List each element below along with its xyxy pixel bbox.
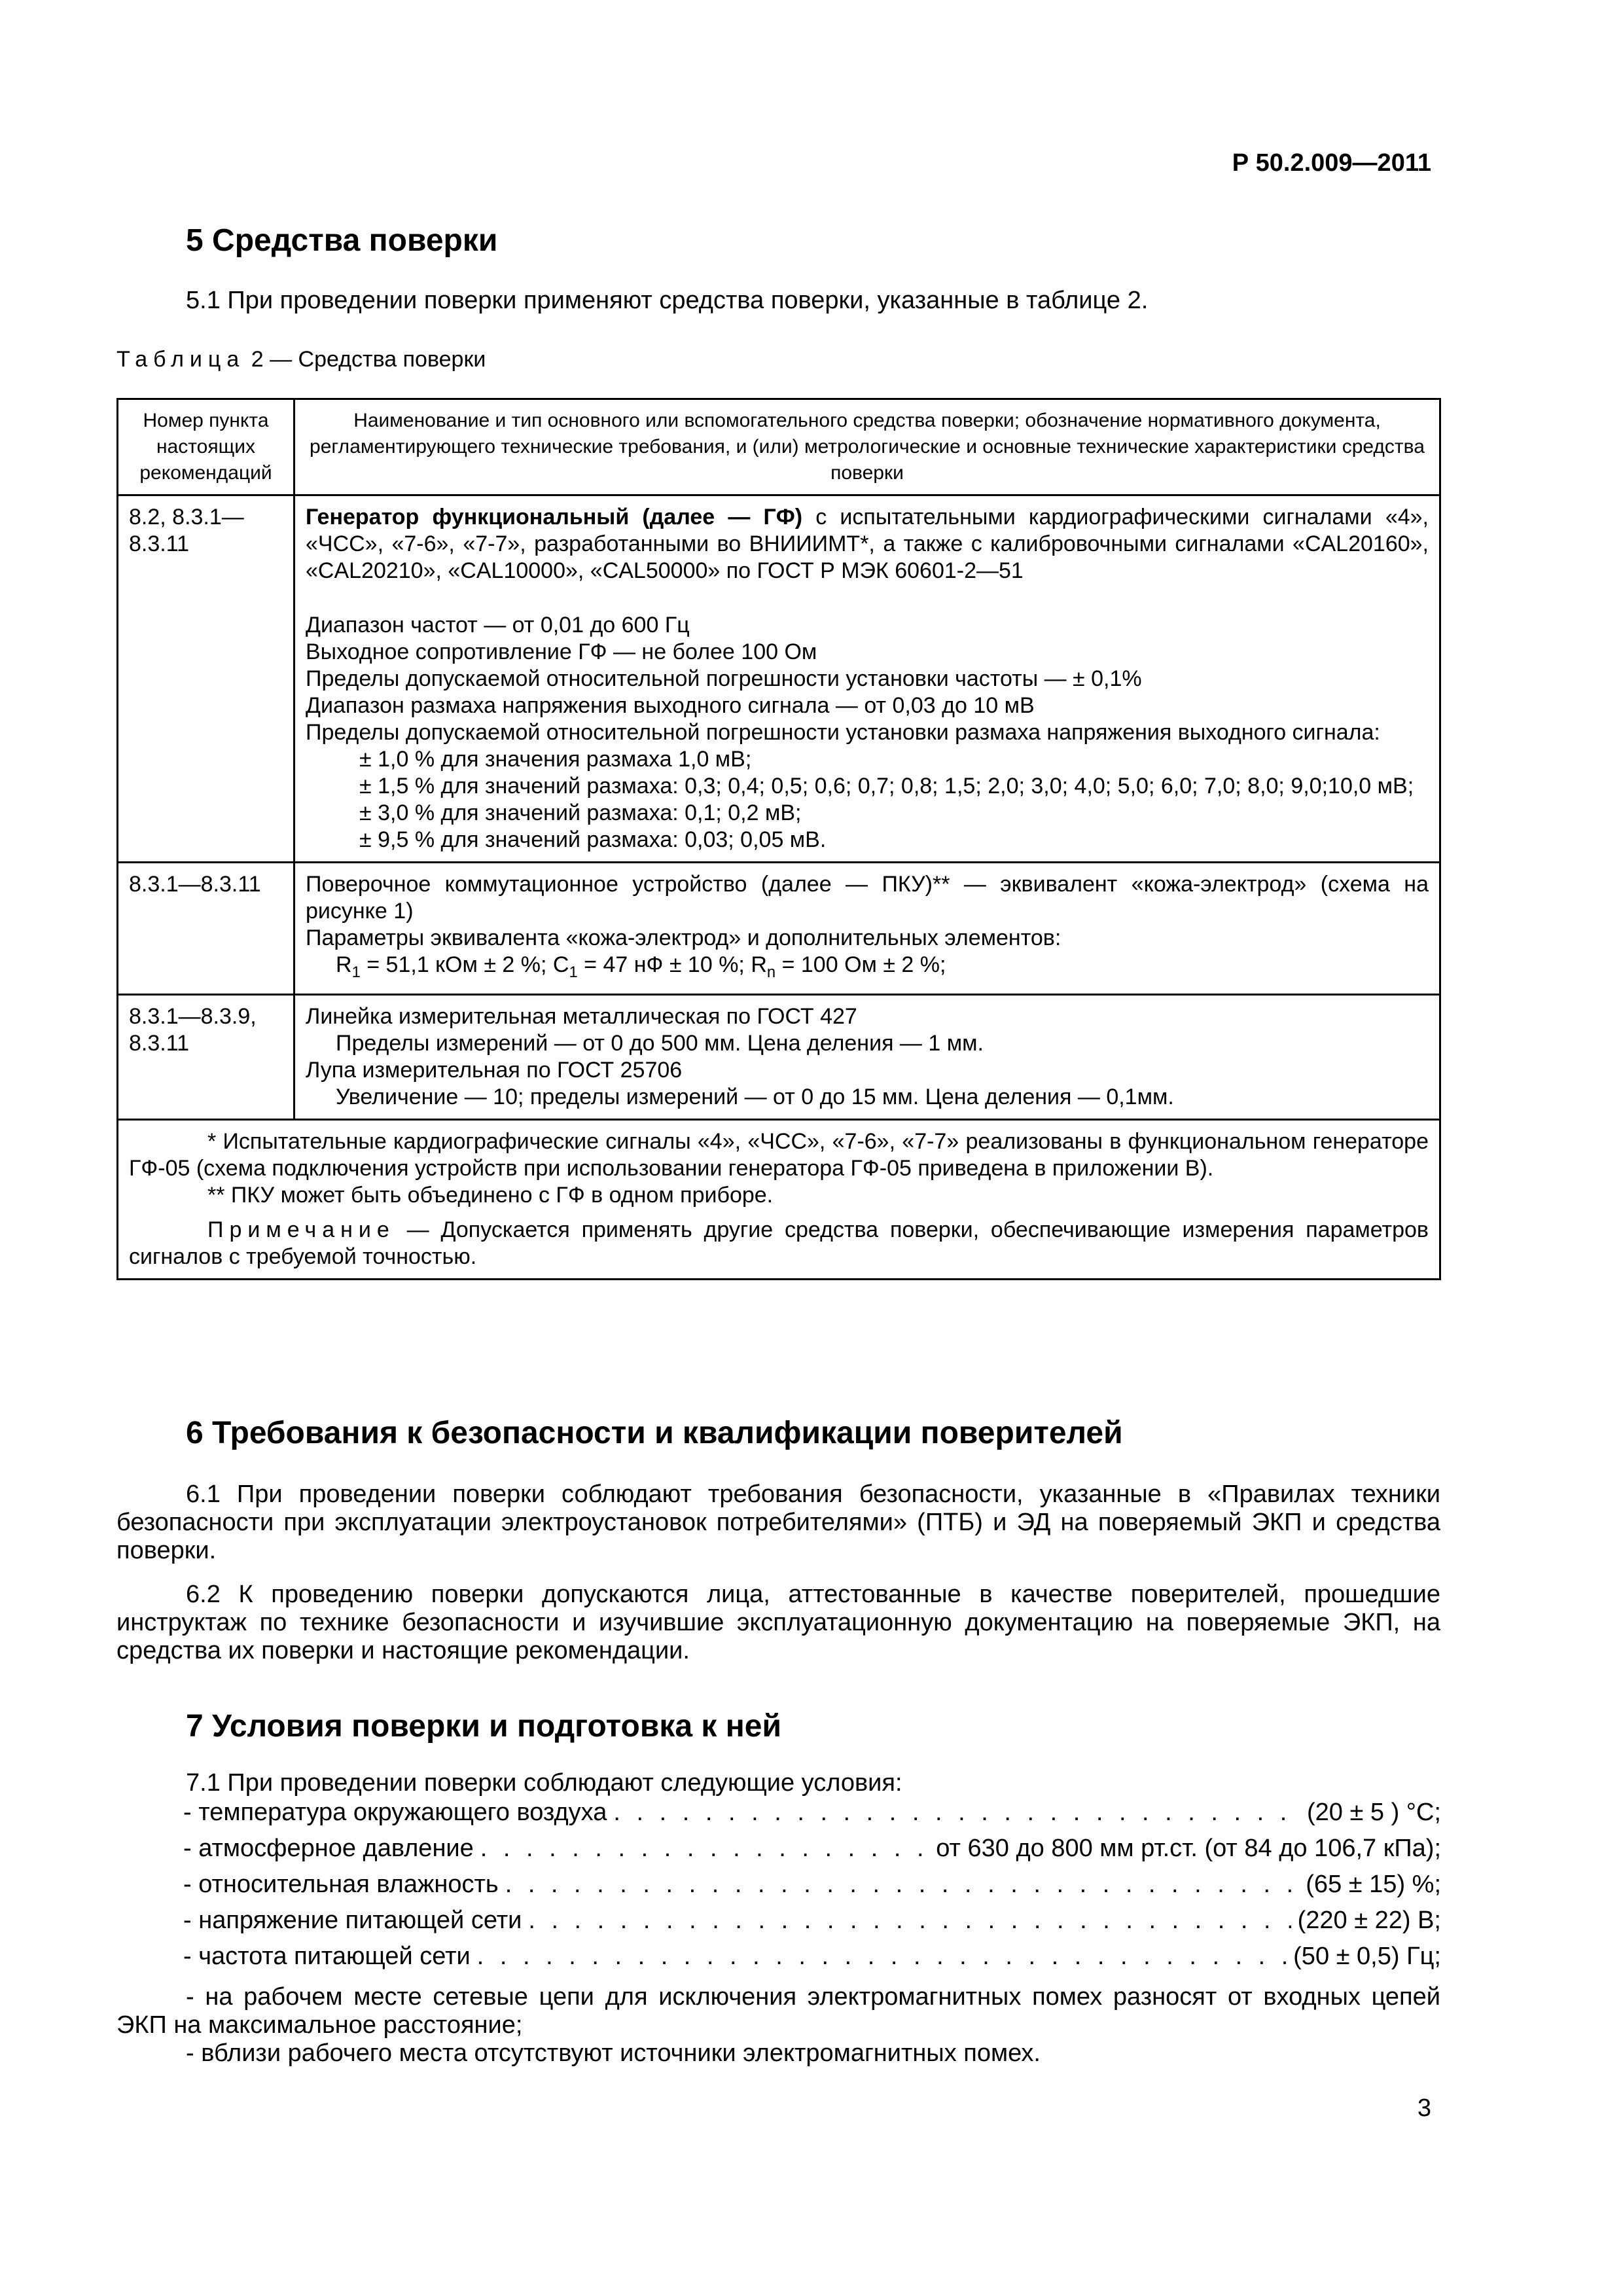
table-cell-content [294, 495, 1440, 863]
table-note [129, 1217, 1429, 1270]
list-item: - атмосферное давление . . . от 630 до 800 мм рт.ст. (от 84 до 106,7 кПа); [183, 1831, 1441, 1867]
note-label: Примечание [207, 1217, 395, 1242]
generator-tolerance: ± 3,0 % для значений размаха: 0,1; 0,2 мВ; [359, 800, 802, 825]
table-cell-content [294, 994, 1440, 1119]
magnifier-params: Увеличение — 10; пределы измерений — от 0 до 15 мм. Цена деления — 0,1мм. [336, 1084, 1174, 1109]
page-number: 3 [1417, 2094, 1431, 2122]
generator-tolerance: ± 1,5 % для значений размаха: 0,3; 0,4; 0,5; 0,6; 0,7; 0,8; 1,5; 2,0; 3,0; 4,0; 5,0; 6,0; 7,0; 8,0; 9,0;10,0 мВ; [359, 774, 1414, 798]
pku-params: $R_1 = 51,1$ кОм ± 2 %; $C_1 = 47$ нФ ± 10 %; $R_n = 100$ Ом ± 2 %; [336, 952, 946, 981]
footnote-2: ** ПКУ может быть объединено с ГФ в одном приборе. [207, 1182, 774, 1208]
generator-description [306, 504, 1429, 584]
table-cell-ref: 8.3.1—8.3.11 [118, 863, 294, 995]
table-2 [116, 398, 1441, 1280]
generator-param: Диапазон размаха напряжения выходного сигнала — от 0,03 до 10 мВ [306, 693, 1035, 718]
table-caption-text: 2 — Средства поверки [245, 347, 486, 372]
generator-tolerance: ± 9,5 % для значений размаха: 0,03; 0,05 мВ. [359, 827, 827, 852]
section-7-title: 7 Условия поверки и подготовка к ней [186, 1709, 781, 1744]
table-row [118, 994, 1440, 1119]
generator-param: Выходное сопротивление ГФ — не более 100 Ом [306, 639, 817, 664]
conditions-list [183, 1795, 1441, 1975]
generator-name: Генератор функциональный (далее — ГФ) [306, 505, 803, 529]
paragraph-7-1-network: - на рабочем месте сетевые цепи для исключения электромагнитных помех разносят от входных цепей ЭКП на максимальное расстояние; [116, 1983, 1440, 2039]
table-header-row [118, 399, 1440, 495]
paragraph-6-2: 6.2 К проведению поверки допускаются лица, аттестованные в качестве поверителей, прошедшие инструктаж по технике безопасности и изучившие эксплуатационную документацию на поверяемые ЭКП, на средства их поверки и настоящие рекомендации. [116, 1581, 1440, 1664]
table-row [118, 863, 1440, 995]
table-cell-ref: 8.2, 8.3.1—8.3.11 [118, 495, 294, 863]
generator-param: Пределы допускаемой относительной погрешности установки размаха напряжения выходного сигнала: [306, 720, 1380, 745]
magnifier-name: Лупа измерительная по ГОСТ 25706 [306, 1057, 683, 1083]
table-cell-content [294, 863, 1440, 995]
table-caption-label: Таблица [116, 347, 245, 372]
list-item: - температура окружающего воздуха . . . (20 ± 5 ) °С; [183, 1795, 1441, 1831]
footnote-1: * Испытательные кардиографические сигналы «4», «ЧСС», «7-6», «7-7» реализованы в функциональном генераторе ГФ-05 (схема подключения устройств при использовании генератора ГФ-05 приведена в приложении В). [129, 1128, 1429, 1181]
section-5-title: 5 Средства поверки [186, 223, 498, 258]
ruler-params: Пределы измерений — от 0 до 500 мм. Цена деления — 1 мм. [336, 1030, 984, 1056]
note-text: — Допускается применять другие средства поверки, обеспечивающие измерения параметров сигналов с требуемой точностью. [129, 1217, 1429, 1269]
list-item: - частота питающей сети . . . (50 ± 0,5) Гц; [183, 1939, 1441, 1975]
list-item: - относительная влажность . . . (65 ± 15) %; [183, 1867, 1441, 1903]
pku-params-heading: Параметры эквивалента «кожа-электрод» и дополнительных элементов: [306, 925, 1061, 950]
list-item: - напряжение питающей сети . . . (220 ± 22) В; [183, 1903, 1441, 1939]
generator-signals: с испытательными кардиографическими сигналами «4», «ЧСС», «7-6», «7-7», разработанными во ВНИИИМТ*, а также с калибровочными сигналами «CAL20160», «CAL20210», «CAL10000», «CAL50000» по ГОСТ Р МЭК 60601-2—51 [306, 505, 1429, 583]
document-code: Р 50.2.009—2011 [1232, 149, 1431, 177]
ruler-name: Линейка измерительная металлическая по ГОСТ 427 [306, 1003, 857, 1029]
paragraph-7-1: 7.1 При проведении поверки соблюдают следующие условия: [186, 1769, 902, 1797]
pku-description: Поверочное коммутационное устройство (далее — ПКУ)** — эквивалент «кожа-электрод» (схема на рисунке 1) [306, 872, 1429, 924]
table-caption [116, 347, 486, 372]
table-col1-header: Номер пункта настоящих рекомендаций [118, 399, 294, 495]
table-footnotes-row [118, 1119, 1440, 1279]
table-row [118, 495, 1440, 863]
paragraph-6-1: 6.1 При проведении поверки соблюдают требования безопасности, указанные в «Правилах техники безопасности при эксплуатации электроустановок потребителями» (ПТБ) и ЭД на поверяемый ЭКП и средства поверки. [116, 1480, 1440, 1564]
generator-tolerance: ± 1,0 % для значения размаха 1,0 мВ; [359, 747, 752, 772]
paragraph-5-1: 5.1 При проведении поверки применяют средства поверки, указанные в таблице 2. [186, 287, 1149, 314]
paragraph-7-1-interference: - вблизи рабочего места отсутствуют источники электромагнитных помех. [186, 2039, 1041, 2067]
table-footnotes [118, 1119, 1440, 1279]
generator-param: Диапазон частот — от 0,01 до 600 Гц [306, 613, 690, 637]
table-cell-ref: 8.3.1—8.3.9, 8.3.11 [118, 994, 294, 1119]
generator-param: Пределы допускаемой относительной погрешности установки частоты — ± 0,1% [306, 666, 1142, 691]
section-6-title: 6 Требования к безопасности и квалификации поверителей [186, 1416, 1123, 1450]
table-col2-header: Наименование и тип основного или вспомогательного средства поверки; обозначение нормативного документа, регламентирующего технические требования, и (или) метрологические и основные технические характеристики средства поверки [294, 399, 1440, 495]
